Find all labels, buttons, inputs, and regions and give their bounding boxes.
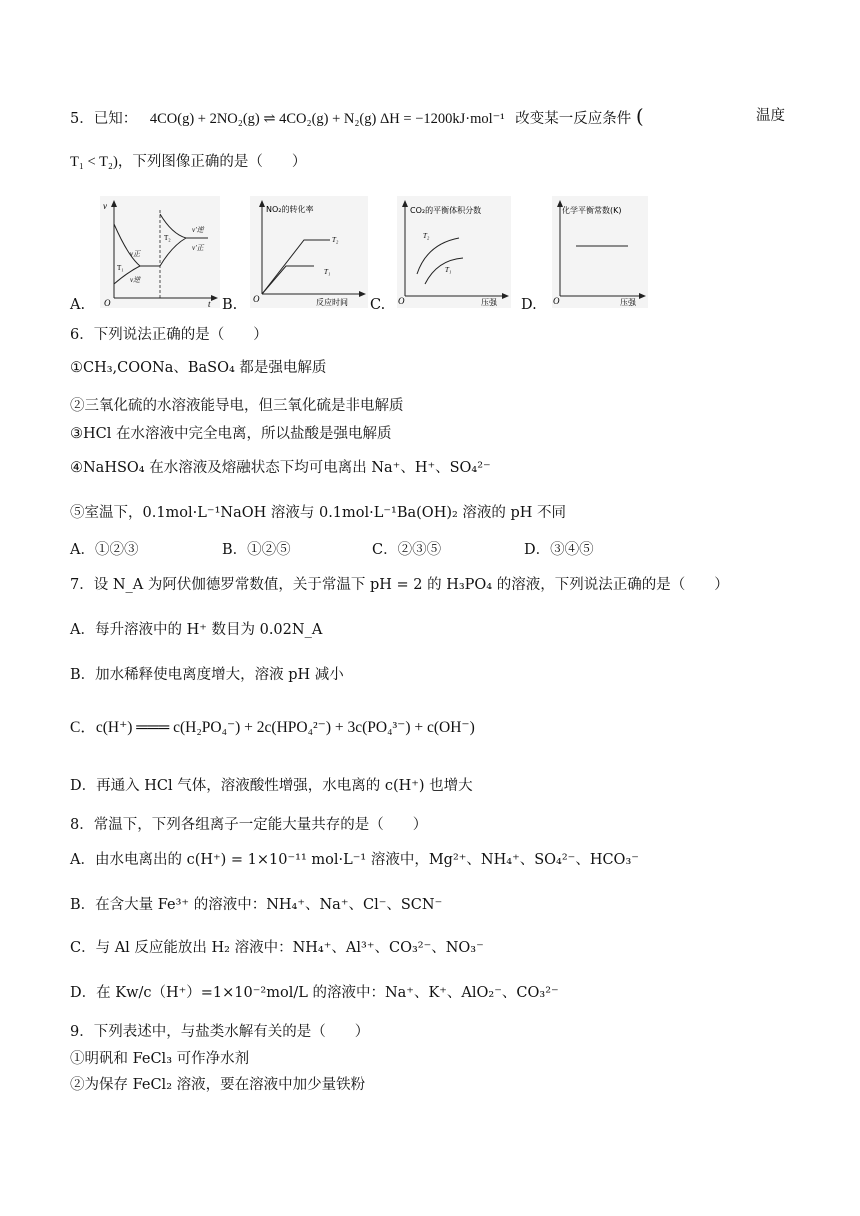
figA-vz2: v′正 bbox=[192, 244, 204, 252]
q5-figure-a bbox=[100, 196, 220, 308]
q8-stem: 8．常温下，下列各组离子一定能大量共存的是（ ） bbox=[70, 817, 428, 833]
q8-option-c: C．与 Al 反应能放出 H₂ 溶液中：NH₄⁺、Al³⁺、CO₃²⁻、NO₃⁻ bbox=[70, 940, 484, 956]
q5-optA-label: A. bbox=[70, 297, 86, 313]
q6-statement-1: ①CH₃,COONa、BaSO₄ 都是强电解质 bbox=[70, 360, 327, 376]
figA-t: t bbox=[208, 299, 211, 308]
q5-figure-c bbox=[397, 196, 511, 308]
q8-option-b: B．在含大量 Fe³⁺ 的溶液中：NH₄⁺、Na⁺、Cl⁻、SCN⁻ bbox=[70, 897, 443, 913]
q7-stem: 7．设 N_A 为阿伏伽德罗常数值，关于常温下 pH = 2 的 H₃PO₄ 的溶液，下列说法正确的是（ ） bbox=[70, 577, 729, 593]
q7-option-c: C．c(H⁺) ═══ c(H₂PO₄⁻) + 2c(HPO₄²⁻) + 3c(PO₄³⁻) + c(OH⁻) bbox=[70, 719, 475, 736]
q6-option-a: A．①②③ bbox=[70, 542, 139, 558]
q6-statement-2: ②三氧化硫的水溶液能导电，但三氧化硫是非电解质 bbox=[70, 398, 404, 414]
q6-statement-4: ④NaHSO₄ 在水溶液及熔融状态下均可电离出 Na⁺、H⁺、SO₄²⁻ bbox=[70, 460, 491, 476]
figC-t1: T₁ bbox=[445, 266, 452, 274]
q7-option-a: A．每升溶液中的 H⁺ 数目为 0.02N_A bbox=[70, 622, 323, 638]
figB-title: NO₂的转化率 bbox=[266, 205, 314, 214]
figB-t1: T₁ bbox=[324, 268, 331, 276]
figA-vn: v逆 bbox=[130, 276, 141, 284]
q5-formula: 4CO(g) + 2NO₂(g) ⇌ 4CO₂(g) + N₂(g) ΔH = −1200kJ·mol⁻¹ bbox=[149, 111, 505, 127]
figA-v: v bbox=[103, 201, 107, 211]
figB-t2: T₂ bbox=[332, 236, 339, 244]
q5-optC-label: C. bbox=[370, 297, 386, 313]
figA-o: O bbox=[104, 298, 111, 308]
figC-o: O bbox=[398, 296, 405, 306]
q9-statement-2: ②为保存 FeCl₂ 溶液，要在溶液中加少量铁粉 bbox=[70, 1077, 366, 1093]
q5-paren: ( bbox=[635, 104, 644, 128]
q5-intro: 5．已知： bbox=[70, 111, 138, 127]
figD-o: O bbox=[553, 296, 560, 306]
q5-temp: 温度 bbox=[756, 108, 785, 124]
q6-option-c: C．②③⑤ bbox=[372, 542, 442, 558]
q6-option-d: D．③④⑤ bbox=[524, 542, 594, 558]
q5-line2 bbox=[70, 152, 306, 172]
q5-figure-d bbox=[552, 196, 648, 308]
q5-question: ，下列图像正确的是（ ） bbox=[117, 154, 307, 170]
q5-figure-b bbox=[250, 196, 368, 308]
figB-x: 反应时间 bbox=[316, 298, 348, 307]
figD-title: 化学平衡常数(K) bbox=[562, 206, 622, 215]
figA-vn2: v′逆 bbox=[192, 226, 204, 234]
figC-t2: T₂ bbox=[423, 232, 430, 240]
figB-o: O bbox=[253, 294, 260, 304]
q5-condition: 改变某一反应条件 bbox=[515, 111, 632, 127]
figC-x: 压强 bbox=[481, 298, 497, 307]
figA-t1: T₁ bbox=[117, 264, 124, 272]
q7-option-b: B．加水稀释使电离度增大，溶液 pH 减小 bbox=[70, 667, 344, 683]
figA-vz: v正 bbox=[130, 250, 141, 258]
q5-optB-label: B. bbox=[222, 297, 238, 313]
q5-optD-label: D. bbox=[521, 297, 537, 313]
q8-option-a: A．由水电离出的 c(H⁺) = 1×10⁻¹¹ mol·L⁻¹ 溶液中，Mg²⁺、NH₄⁺、SO₄²⁻、HCO₃⁻ bbox=[70, 852, 639, 868]
figD-x: 压强 bbox=[620, 298, 636, 307]
figC-title: CO₂的平衡体积分数 bbox=[410, 206, 482, 215]
q6-option-b: B．①②⑤ bbox=[222, 542, 291, 558]
q6-statement-3: ③HCl 在水溶液中完全电离，所以盐酸是强电解质 bbox=[70, 426, 392, 442]
q8-option-d: D．在 Kw/c（H⁺）=1×10⁻²mol/L 的溶液中：Na⁺、K⁺、AlO₂⁻、CO₃²⁻ bbox=[70, 985, 559, 1001]
q5-temp-cond: T₁ < T₂) bbox=[70, 154, 118, 170]
q5-line1 bbox=[70, 106, 644, 129]
q6-stem: 6．下列说法正确的是（ ） bbox=[70, 327, 268, 343]
q9-statement-1: ①明矾和 FeCl₃ 可作净水剂 bbox=[70, 1051, 250, 1067]
q9-stem: 9．下列表述中，与盐类水解有关的是（ ） bbox=[70, 1024, 370, 1040]
q7-option-d: D．再通入 HCl 气体，溶液酸性增强，水电离的 c(H⁺) 也增大 bbox=[70, 778, 473, 794]
figA-t2: T₂ bbox=[164, 234, 171, 242]
q6-statement-5: ⑤室温下，0.1mol·L⁻¹NaOH 溶液与 0.1mol·L⁻¹Ba(OH)₂ 溶液的 pH 不同 bbox=[70, 505, 567, 521]
